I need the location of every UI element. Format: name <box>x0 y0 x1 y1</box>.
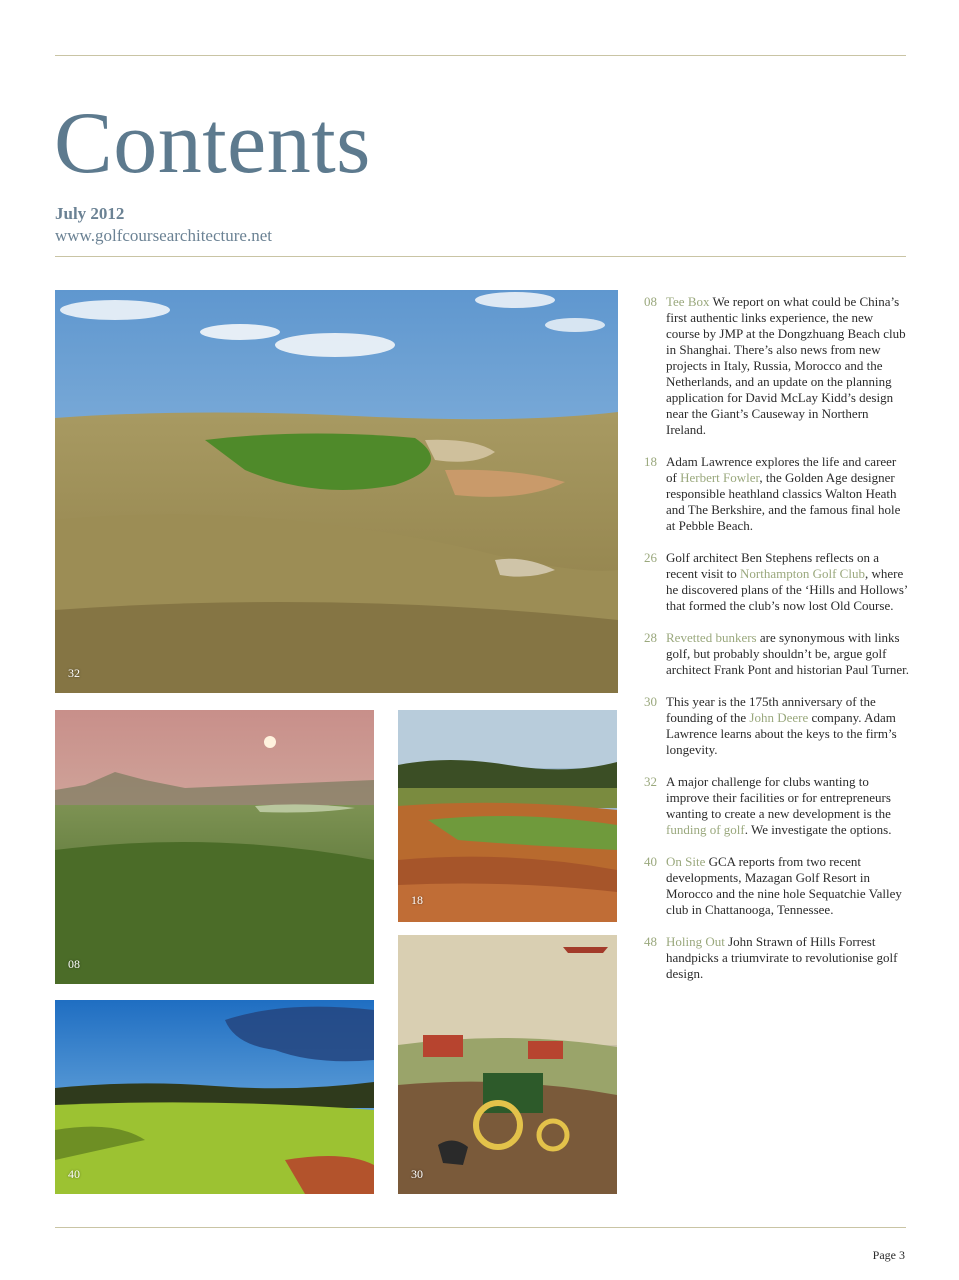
parkland-fairway-image <box>55 1000 374 1194</box>
toc-entry[interactable] <box>644 854 910 918</box>
toc-text-post: We report on what could be China’s first authentic links experience, the new course by JMP at the Dongzhuang Beach club in Shanghai. There’s also news from new projects in Italy, Russia, Morocco and the Netherlands, and an update on the planning application for David McLay Kidd’s design near the Giant’s Causeway in Northern Ireland. <box>666 294 906 437</box>
toc-highlight[interactable]: funding of golf <box>666 822 745 837</box>
toc-text-pre: A major challenge for clubs wanting to improve their facilities or for entrepreneurs wanting to create a new development is the <box>666 774 891 821</box>
header-rule <box>55 256 906 257</box>
photo-main[interactable] <box>55 290 618 693</box>
toc-entry[interactable] <box>644 694 910 758</box>
tractor-painting-image <box>398 935 617 1194</box>
heathland-image <box>398 710 617 922</box>
toc-text-post: John Strawn of Hills Forrest handpicks a triumvirate to revolutionise golf design. <box>666 934 898 981</box>
photo-40[interactable] <box>55 1000 374 1194</box>
toc-highlight[interactable]: Holing Out <box>666 934 725 949</box>
page-title: Contents <box>54 95 371 192</box>
toc-text-pre: Golf architect Ben Stephens reflects on a recent visit to <box>666 550 879 581</box>
photo-08[interactable] <box>55 710 374 984</box>
toc-page-number: 08 <box>644 294 657 309</box>
toc-entry[interactable] <box>644 454 910 534</box>
toc-page-number: 30 <box>644 694 657 709</box>
toc-entry[interactable] <box>644 630 910 678</box>
toc-entry[interactable] <box>644 294 910 438</box>
top-rule <box>55 55 906 56</box>
toc-page-number: 32 <box>644 774 657 789</box>
photo-number-40: 40 <box>68 1167 80 1181</box>
contents-list <box>644 294 910 998</box>
photo-number-30: 30 <box>411 1167 423 1181</box>
page-number: Page 3 <box>872 1248 905 1262</box>
photo-number-18: 18 <box>411 893 423 907</box>
toc-text-pre: This year is the 175th anniversary of the founding of the <box>666 694 876 725</box>
toc-page-number: 18 <box>644 454 657 469</box>
toc-page-number: 26 <box>644 550 657 565</box>
toc-text-post: company. Adam Lawrence learns about the keys to the firm’s longevity. <box>666 710 897 757</box>
toc-page-number: 40 <box>644 854 657 869</box>
photo-number-32: 32 <box>68 666 80 680</box>
toc-entry[interactable] <box>644 774 910 838</box>
toc-text-post: are synonymous with links golf, but probably shouldn’t be, argue golf architect Frank Pont and historian Paul Turner. <box>666 630 910 677</box>
toc-highlight[interactable]: On Site <box>666 854 706 869</box>
toc-page-number: 28 <box>644 630 657 645</box>
toc-highlight[interactable]: Revetted bunkers <box>666 630 757 645</box>
toc-text-post: , where he discovered plans of the ‘Hills and Hollows’ that formed the club’s now lost Old Course. <box>666 566 908 613</box>
photo-number-08: 08 <box>68 957 80 971</box>
toc-entry[interactable] <box>644 934 910 982</box>
dune-course-image <box>55 290 618 693</box>
toc-highlight[interactable]: Northampton Golf Club <box>740 566 865 581</box>
toc-highlight[interactable]: Tee Box <box>666 294 710 309</box>
photo-30[interactable] <box>398 935 617 1194</box>
toc-text-post: , the Golden Age designer responsible heathland classics Walton Heath and The Berkshire, and the famous final hole at Pebble Beach. <box>666 470 901 533</box>
toc-entry[interactable] <box>644 550 910 614</box>
photo-18[interactable] <box>398 710 617 922</box>
website-url[interactable]: www.golfcoursearchitecture.net <box>55 226 272 245</box>
toc-text-pre: Adam Lawrence explores the life and career of <box>666 454 897 485</box>
misty-links-image <box>55 710 374 984</box>
footer-rule <box>55 1227 906 1228</box>
issue-date: July 2012 <box>55 204 125 223</box>
toc-text-post: . We investigate the options. <box>744 822 892 837</box>
toc-highlight[interactable]: Herbert Fowler <box>680 470 760 485</box>
toc-text-post: GCA reports from two recent developments, Mazagan Golf Resort in Morocco and the nine hole Sequatchie Valley club in Chattanooga, Tennessee. <box>666 854 902 917</box>
toc-highlight[interactable]: John Deere <box>749 710 809 725</box>
toc-page-number: 48 <box>644 934 657 949</box>
